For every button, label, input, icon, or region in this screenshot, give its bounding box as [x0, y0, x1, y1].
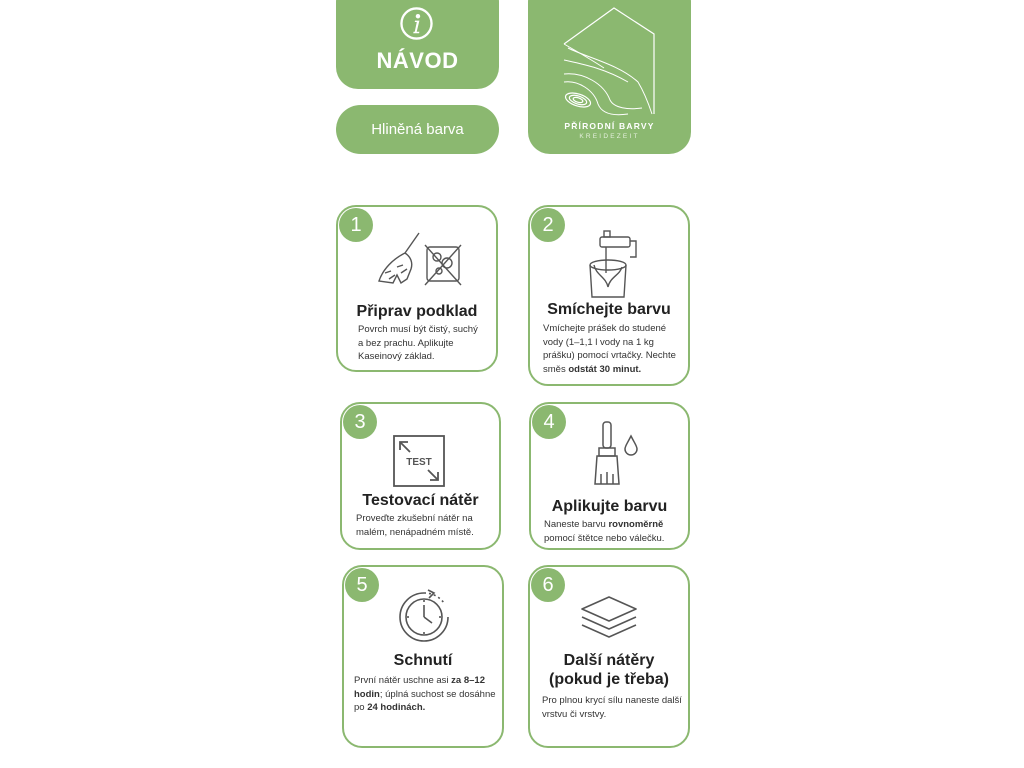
- step-title: Další nátěry (pokud je třeba): [548, 652, 669, 688]
- page-title: NÁVOD: [376, 48, 459, 73]
- emphasis-text: rovnoměrně: [608, 519, 664, 530]
- description-text: Proveďte zkušební nátěr na malém, nenápadném místě.: [356, 513, 474, 538]
- drill-mixer-bucket-icon: [584, 229, 642, 299]
- clock-timer-icon: [394, 587, 454, 647]
- step-card-6: [528, 565, 690, 748]
- brand-subtitle: KREIDEZEIT: [579, 133, 640, 140]
- step-title: Testovací nátěr: [362, 492, 479, 509]
- test-icon-label: TEST: [406, 457, 432, 468]
- step-card-1: [336, 205, 498, 372]
- emphasis-text: odstát 30 minut.: [568, 363, 642, 375]
- step-description: [354, 674, 499, 715]
- emphasis-text: za 8–12 hodin: [354, 675, 485, 700]
- step-title: Smíchejte barvu: [547, 301, 671, 318]
- step-card-5: [342, 565, 504, 748]
- step-number-badge: 3: [343, 405, 377, 439]
- emphasis-text: 24 hodinách.: [367, 702, 426, 713]
- test-square-icon: [392, 434, 446, 488]
- brand-name: PŘÍRODNÍ BARVY: [564, 121, 655, 131]
- step-number-badge: 5: [345, 568, 379, 602]
- step-card-2: [528, 205, 690, 386]
- step-description: [358, 323, 483, 364]
- step-number-badge: 4: [532, 405, 566, 439]
- paintbrush-drop-icon: [587, 418, 643, 492]
- step-number-badge: 6: [531, 568, 565, 602]
- layers-stack-icon: [578, 593, 640, 643]
- step-description: [543, 322, 683, 376]
- step-number-badge: 1: [339, 208, 373, 242]
- step-title: Schnutí: [393, 652, 453, 669]
- info-icon: [400, 7, 433, 40]
- house-wood-rings-icon: [558, 4, 666, 124]
- step-card-4: [529, 402, 690, 550]
- step-description: [356, 512, 486, 539]
- duster-and-crossed-grime-icon: [375, 229, 465, 291]
- description-text: První nátěr uschne asi: [354, 675, 452, 686]
- description-text: pomocí štětce nebo válečku.: [544, 532, 665, 544]
- description-text: ; úplná suchost se dosáhne po: [354, 688, 496, 713]
- step-description: [542, 694, 682, 721]
- description-text: Povrch musí být čistý, suchý a bez prachu. Aplikujte Kaseinový základ.: [358, 324, 478, 362]
- step-number-badge: 2: [531, 208, 565, 242]
- header-title-box: [336, 0, 499, 89]
- step-description: [544, 518, 684, 545]
- description-text: Pro plnou krycí sílu naneste další vrstvu či vrstvy.: [542, 695, 682, 720]
- step-title: Připrav podklad: [356, 303, 478, 320]
- step-card-3: [340, 402, 501, 550]
- brand-logo-box: [528, 0, 691, 154]
- product-name-badge: Hliněná barva: [336, 105, 499, 154]
- description-text: Naneste barvu: [544, 519, 609, 530]
- step-title: Aplikujte barvu: [551, 498, 668, 515]
- description-text: Vmíchejte prášek do studené vody (1–1,1 l vody na 1 kg prášku) pomocí vrtačky. Nechte směs: [543, 323, 676, 375]
